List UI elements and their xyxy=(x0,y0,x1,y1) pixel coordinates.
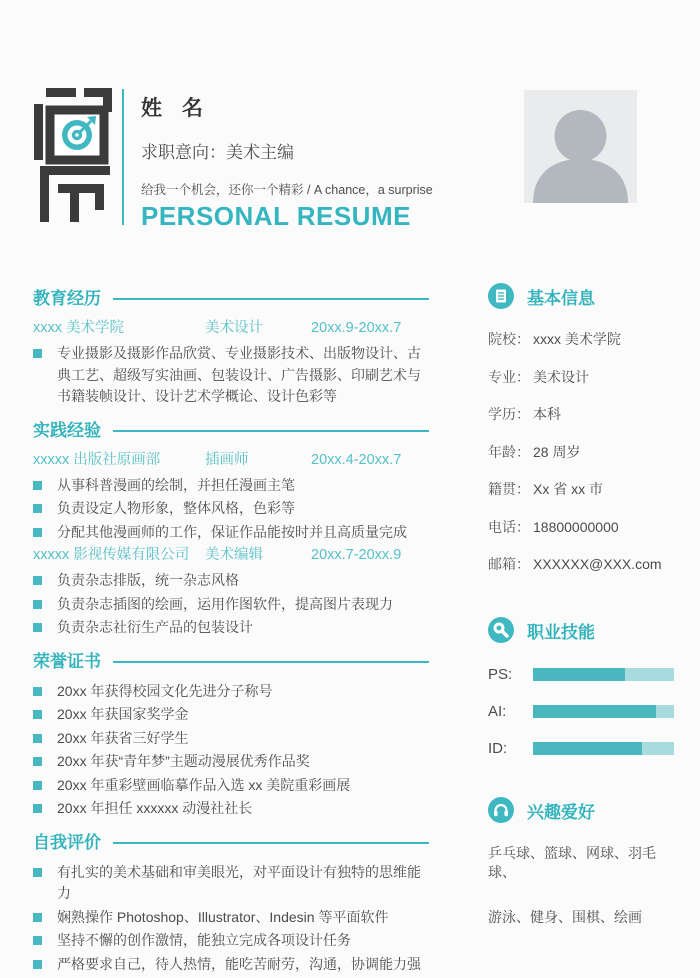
info-row xyxy=(488,405,674,424)
list-item-text: 负责设定人物形象，整体风格，色彩等 xyxy=(57,500,295,516)
sidebar-section-skills xyxy=(488,617,674,756)
job-objective: 求职意向：美术主编 xyxy=(141,143,294,162)
sidebar xyxy=(488,283,674,953)
list-item xyxy=(33,798,429,820)
skill-row xyxy=(488,740,674,756)
bullet-square-icon xyxy=(33,734,42,743)
document-icon xyxy=(488,283,514,309)
skill-label: PS: xyxy=(488,665,513,683)
info-label: 学历： xyxy=(488,406,530,422)
section-title: 荣誉证书 xyxy=(33,651,101,671)
list-item-text: 20xx 年担任 xxxxxx 动漫社社长 xyxy=(57,800,253,816)
bullet-square-icon xyxy=(33,868,42,877)
info-row xyxy=(488,443,674,462)
main-column xyxy=(33,289,429,978)
list-item xyxy=(33,617,429,639)
entry-role: 美术编辑 xyxy=(205,547,263,563)
candidate-name: 姓 名 xyxy=(141,97,210,120)
info-value: 美术设计 xyxy=(533,368,589,385)
skill-bar-track xyxy=(533,668,674,681)
list-item xyxy=(33,751,429,773)
list-item xyxy=(33,930,429,952)
bullet-square-icon xyxy=(33,528,42,537)
info-label: 年龄： xyxy=(488,443,530,460)
info-value: 18800000000 xyxy=(533,518,619,535)
sidebar-section-header xyxy=(488,283,674,309)
info-value: Xx 省 xx 市 xyxy=(533,481,604,497)
list-item-text: 娴熟操作 Photoshop、Illustrator、Indesin 等平面软件 xyxy=(57,908,389,925)
info-row xyxy=(488,480,674,499)
section-header xyxy=(33,421,429,441)
bullet-square-icon xyxy=(33,600,42,609)
section-header xyxy=(33,652,429,672)
list-item xyxy=(33,570,429,592)
info-label: 专业： xyxy=(488,368,530,385)
list-item-text: 负责杂志插图的绘画，运用作图软件，提高图片表现力 xyxy=(57,595,393,612)
info-label: 邮箱： xyxy=(488,556,530,572)
list-item-text: 有扎实的美术基础和审美眼光，对平面设计有独特的思维能力 xyxy=(57,863,421,901)
list-item xyxy=(33,954,429,976)
sidebar-section-header xyxy=(488,617,674,643)
entry-org: xxxx 美术学院 xyxy=(33,320,125,336)
info-row xyxy=(488,555,674,574)
bullet-square-icon xyxy=(33,960,42,969)
header xyxy=(141,92,481,232)
entry-org: xxxxx 影视传媒有限公司 xyxy=(33,547,190,563)
list-item xyxy=(33,681,429,703)
header-divider-line xyxy=(122,89,124,225)
sidebar-section-title: 兴趣爱好 xyxy=(527,802,595,822)
info-value: 28 周岁 xyxy=(533,443,581,460)
sidebar-section-title: 基本信息 xyxy=(527,288,595,308)
section-header xyxy=(33,289,429,309)
list-item-text: 负责杂志社衍生产品的包装设计 xyxy=(57,619,253,635)
tagline: 给我一个机会，还你一个精彩 / A chance，a surprise xyxy=(141,183,433,197)
photo-placeholder xyxy=(524,90,637,203)
bullet-square-icon xyxy=(33,913,42,922)
list-item xyxy=(33,862,429,905)
list-item xyxy=(33,907,429,929)
section-header xyxy=(33,833,429,853)
bullet-square-icon xyxy=(33,576,42,585)
info-row xyxy=(488,330,674,349)
info-label: 籍贯： xyxy=(488,481,530,497)
experience-entry-header xyxy=(33,450,429,471)
info-label: 院校： xyxy=(488,331,530,347)
list-item xyxy=(33,594,429,616)
list-item xyxy=(33,704,429,726)
section-title: 自我评价 xyxy=(33,832,101,852)
section-experience xyxy=(33,421,429,639)
entry-role: 美术设计 xyxy=(205,320,263,336)
self-evaluation-bullet-list xyxy=(33,862,429,976)
bullet-square-icon xyxy=(33,687,42,696)
experience-entry-header xyxy=(33,545,429,566)
list-item-text: 负责杂志排版，统一杂志风格 xyxy=(57,572,239,588)
list-item xyxy=(33,522,429,544)
education-bullet-list xyxy=(33,343,429,408)
list-item xyxy=(33,343,429,408)
skill-bar-fill xyxy=(533,705,656,718)
bullet-square-icon xyxy=(33,623,42,632)
section-title: 教育经历 xyxy=(33,289,101,308)
skill-bar-track xyxy=(533,742,674,755)
list-item-text: 专业摄影及摄影作品欣赏、专业摄影技术、出版物设计、古典工艺、超级写实油画、包装设计、广告摄影、印刷艺术与书籍装帧设计、设计艺术学概论、设计色彩等 xyxy=(57,345,421,404)
skill-bar-fill xyxy=(533,668,625,681)
entry-period: 20xx.4-20xx.7 xyxy=(311,451,402,468)
list-item-text: 严格要求自己，待人热情，能吃苦耐劳，沟通，协调能力强 xyxy=(57,955,421,972)
entry-role: 插画师 xyxy=(205,451,249,468)
hobby-lines xyxy=(488,844,674,927)
list-item-text: 坚持不懈的创作激情，能独立完成各项设计任务 xyxy=(57,932,351,948)
section-self-evaluation xyxy=(33,833,429,976)
education-entry-header xyxy=(33,318,429,339)
bullet-square-icon xyxy=(33,781,42,790)
hobby-line: 乒乓球、篮球、网球、羽毛球、 xyxy=(488,845,656,880)
list-item xyxy=(33,498,429,520)
list-item-text: 20xx 年获得校园文化先进分子称号 xyxy=(57,682,273,699)
honors-bullet-list xyxy=(33,681,429,820)
list-item-text: 20xx 年获国家奖学金 xyxy=(57,706,189,722)
bullet-square-icon xyxy=(33,936,42,945)
list-item xyxy=(33,475,429,497)
skill-row xyxy=(488,666,674,682)
entry-period: 20xx.7-20xx.9 xyxy=(311,547,402,563)
section-title: 实践经验 xyxy=(33,420,101,440)
skill-bar-fill xyxy=(533,742,642,755)
list-item-text: 分配其他漫画师的工作，保证作品能按时并且高质量完成 xyxy=(57,523,407,540)
entry-org: xxxxx 出版社原画部 xyxy=(33,451,161,468)
logo-graphic xyxy=(34,88,114,222)
bullet-square-icon xyxy=(33,504,42,513)
list-item-text: 20xx 年获省三好学生 xyxy=(57,729,189,746)
info-row xyxy=(488,518,674,537)
list-item-text: 20xx 年重彩壁画临摹作品入选 xx 美院重彩画展 xyxy=(57,776,351,793)
info-label: 电话： xyxy=(488,518,530,535)
list-item-text: 从事科普漫画的绘制，并担任漫画主笔 xyxy=(57,476,295,493)
experience-bullet-list xyxy=(33,475,429,544)
sidebar-section-hobbies xyxy=(488,797,674,927)
entry-period: 20xx.9-20xx.7 xyxy=(311,320,402,336)
list-item xyxy=(33,728,429,750)
info-value: 本科 xyxy=(533,406,561,422)
divider-line xyxy=(113,298,429,300)
resume-logo xyxy=(34,88,114,222)
bullet-square-icon xyxy=(33,757,42,766)
skill-label: AI: xyxy=(488,702,507,720)
bullet-square-icon xyxy=(33,804,42,813)
sidebar-section-title: 职业技能 xyxy=(527,622,595,642)
resume-subtitle: PERSONAL RESUME xyxy=(141,201,411,231)
tools-icon xyxy=(488,617,514,643)
info-value: xxxx 美术学院 xyxy=(533,331,621,347)
info-value: XXXXXX@XXX.com xyxy=(533,556,662,572)
skill-row xyxy=(488,703,674,719)
headphones-icon xyxy=(488,797,514,823)
list-item-text: 20xx 年获“青年梦”主题动漫展优秀作品奖 xyxy=(57,753,310,769)
divider-line xyxy=(113,430,429,432)
skill-bar-track xyxy=(533,705,674,718)
section-education xyxy=(33,289,429,408)
bullet-square-icon xyxy=(33,349,42,358)
skill-rows xyxy=(488,666,674,756)
person-silhouette-icon xyxy=(524,90,637,203)
list-item xyxy=(33,775,429,797)
basic-info-rows xyxy=(488,330,674,574)
divider-line xyxy=(113,842,429,844)
skill-label: ID: xyxy=(488,739,508,757)
sidebar-section-basic-info xyxy=(488,283,674,574)
hobby-line: 游泳、健身、围棋、绘画 xyxy=(488,909,642,925)
section-honors xyxy=(33,652,429,820)
bullet-square-icon xyxy=(33,710,42,719)
bullet-square-icon xyxy=(33,481,42,490)
info-row xyxy=(488,368,674,387)
experience-bullet-list xyxy=(33,570,429,639)
divider-line xyxy=(113,661,429,663)
sidebar-section-header xyxy=(488,797,674,823)
